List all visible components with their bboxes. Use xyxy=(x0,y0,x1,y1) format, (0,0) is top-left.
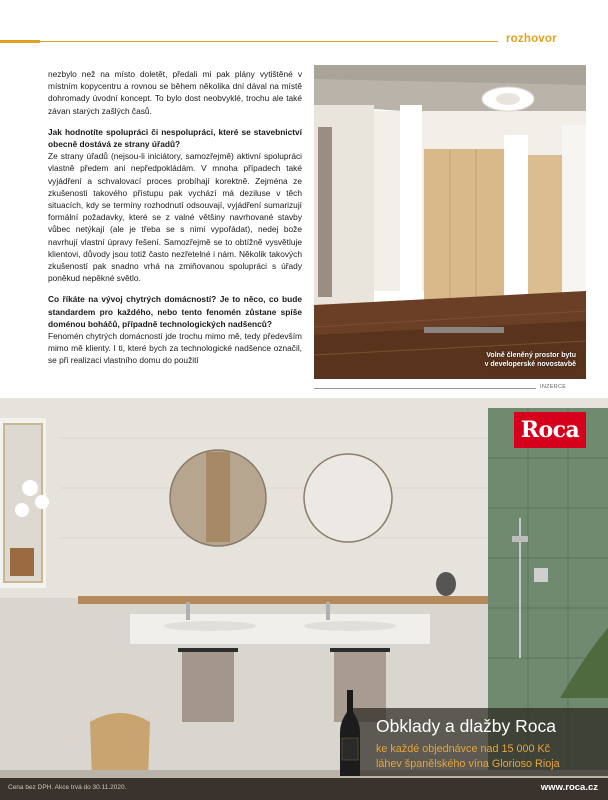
header-rule xyxy=(0,41,498,42)
roca-advertisement[interactable] xyxy=(0,398,608,800)
section-tag: rozhovor xyxy=(506,33,557,45)
interior-photo xyxy=(314,65,586,379)
interview-answer: Ze strany úřadů (nejsou-li iniciátory, samozřejmě) aktivní spolupráci vlastně předem ani nepředpokládám. V mnoha případech také vyjádření a schvalovací proces probíhají korektně. Zejména ze zkušenosti takového přístupu pak vychází má deziluse v těch situacích, kdy se termíny rozhodnutí odsouvají, vyjádření sumarizují formální požadavky, které se z valné většiny navrhované stavby vůbec netýkají (ale je třeba se s nimi vypořádat), nedej bože navrhují vlastní úpravy řešení. Samozřejmě se to obtížně vysvětluje klientovi, důvody jsou totiž často nezřetelné i nám. Několik takových zkušeností pak snadno vrhá na zmiňovanou spolupráci s úřady poněkud nepěkné světlo. xyxy=(48,151,302,284)
ad-headline: Obklady a dlažby Roca xyxy=(376,716,556,736)
ad-url-link[interactable]: www.roca.cz xyxy=(540,782,598,793)
ad-offer-line: ke každé objednávce nad 15 000 Kč xyxy=(376,743,551,755)
interview-question: Jak hodnotíte spolupráci či nespolupráci, které se stavebnictví obecně dostává ze strany úřadů? xyxy=(48,126,302,150)
roca-logo[interactable]: Roca xyxy=(514,412,586,448)
interview-question: Co říkáte na vývoj chytrých domácností? Je to něco, co bude standardem pro každého, nebo tento fenomén zůstane spíše doménou boháčů, případně technologických nadšenců? xyxy=(48,294,302,329)
article-paragraph: nezbylo než na místo doletět, předali mi pak plány vytištěné v místním kopycentru a rovnou se během několika dní dával na místě dohromady úvodní koncept. To bylo dost neobvyklé, trochu ale také závan starých zašlých časů. xyxy=(48,69,302,116)
article-column xyxy=(48,68,302,376)
interview-answer: Fenomén chytrých domácností jde trochu mimo mě, tedy především mimo mě klienty. I ti, které bych za technologické nadšence označil, se při realizaci vlastního domu do použití xyxy=(48,331,302,366)
wine-bottle-image xyxy=(336,690,364,776)
ad-divider xyxy=(314,388,536,389)
photo-caption: Volně členěný prostor bytu v developerské novostavbě xyxy=(484,352,576,368)
ad-disclaimer: Cena bez DPH. Akce trvá do 30.11.2020. xyxy=(8,784,127,791)
ad-offer-line: láhev španělského vína Glorioso Rioja xyxy=(376,758,560,770)
ad-label: INZERCE xyxy=(540,384,567,390)
